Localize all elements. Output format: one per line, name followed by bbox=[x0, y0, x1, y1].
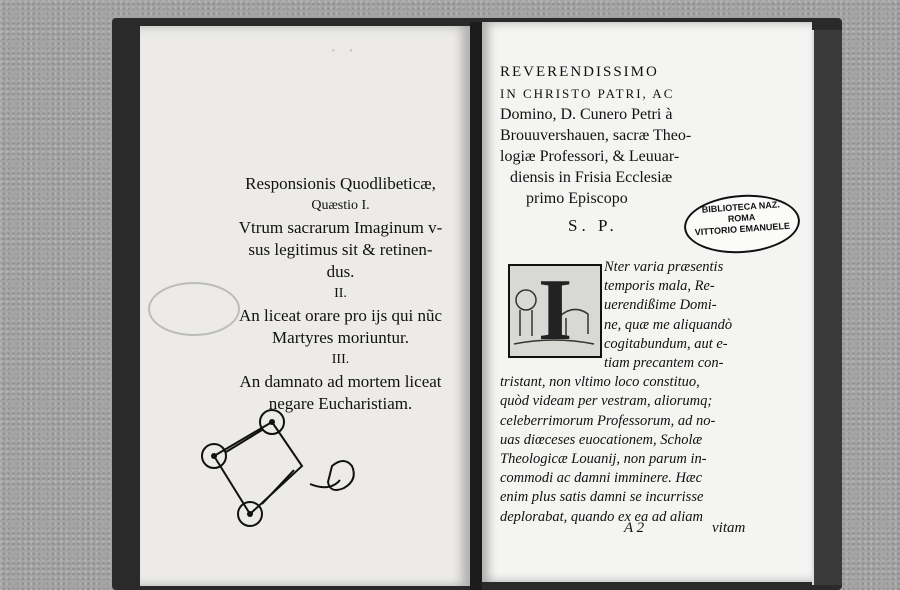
book-gutter bbox=[470, 22, 482, 590]
heading-line: REVERENDISSIMO bbox=[500, 64, 659, 80]
text-line: sus legitimus sit & retinen- bbox=[248, 240, 433, 259]
text-line: II. bbox=[334, 286, 347, 301]
stamp-line: BIBLIOTECA NAZ. bbox=[701, 199, 781, 215]
initial-letter: I bbox=[538, 262, 573, 359]
text-line: Responsionis Quodlibeticæ, bbox=[245, 174, 436, 193]
text-line: An damnato ad mortem liceat bbox=[239, 372, 442, 391]
text-line: III. bbox=[331, 352, 350, 367]
text-line: quòd videam per vestram, aliorumq; bbox=[500, 393, 713, 410]
heading-line: IN CHRISTO PATRI, AC bbox=[500, 86, 675, 101]
text-line: Martyres moriuntur. bbox=[272, 328, 409, 347]
stamp-line: VITTORIO EMANUELE bbox=[694, 220, 791, 238]
text-line: Nter varia præsentis bbox=[604, 259, 724, 275]
text-line: cogitabundum, aut e- bbox=[604, 335, 728, 352]
text-line: commodi ac damni imminere. Hæc bbox=[500, 470, 703, 487]
text-line: enim plus satis damni se incurrisse bbox=[500, 489, 704, 506]
body-text bbox=[500, 258, 740, 527]
back-cover-edge bbox=[812, 30, 842, 585]
text-line: tiam precantem con- bbox=[604, 355, 724, 372]
heading-line: logiæ Professori, & Leuuar- bbox=[500, 148, 680, 165]
text-line: celeberrimorum Professorum, ad no- bbox=[500, 412, 716, 429]
heading-line: primo Episcopo bbox=[526, 190, 628, 207]
heading-line: diensis in Frisia Ecclesiæ bbox=[510, 169, 673, 186]
catchword: vitam bbox=[712, 520, 746, 536]
text-line: uas diœceses euocationem, Scholæ bbox=[500, 431, 703, 448]
text-line: deplorabat, quando ex ea ad aliam bbox=[500, 508, 703, 525]
marginal-sketch bbox=[192, 406, 372, 536]
text-line: An liceat orare pro ijs qui nũc bbox=[239, 306, 442, 325]
text-line: uerendißime Domi- bbox=[604, 297, 717, 314]
left-page-text bbox=[218, 173, 463, 415]
heading-line: Brouuvershauen, sacræ Theo- bbox=[500, 127, 692, 144]
stamp-line: ROMA bbox=[727, 212, 756, 224]
text-line: temporis mala, Re- bbox=[604, 278, 715, 295]
show-through-mark: · · bbox=[330, 40, 358, 62]
text-line: Vtrum sacrarum Imaginum v- bbox=[238, 218, 443, 237]
text-line: tristant, non vltimo loco constituo, bbox=[500, 374, 700, 391]
text-line: dus. bbox=[326, 262, 355, 281]
salutation: S. P. bbox=[568, 216, 618, 235]
signature-mark: A 2 bbox=[624, 520, 645, 536]
text-line: ne, quæ me aliquandò bbox=[604, 316, 733, 333]
text-line: Quæstio I. bbox=[311, 198, 370, 213]
heading-line: Domino, D. Cunero Petri à bbox=[500, 106, 673, 123]
text-line: negare Eucharistiam. bbox=[268, 394, 413, 413]
text-line: Theologicæ Louanij, non parum in- bbox=[500, 451, 707, 468]
